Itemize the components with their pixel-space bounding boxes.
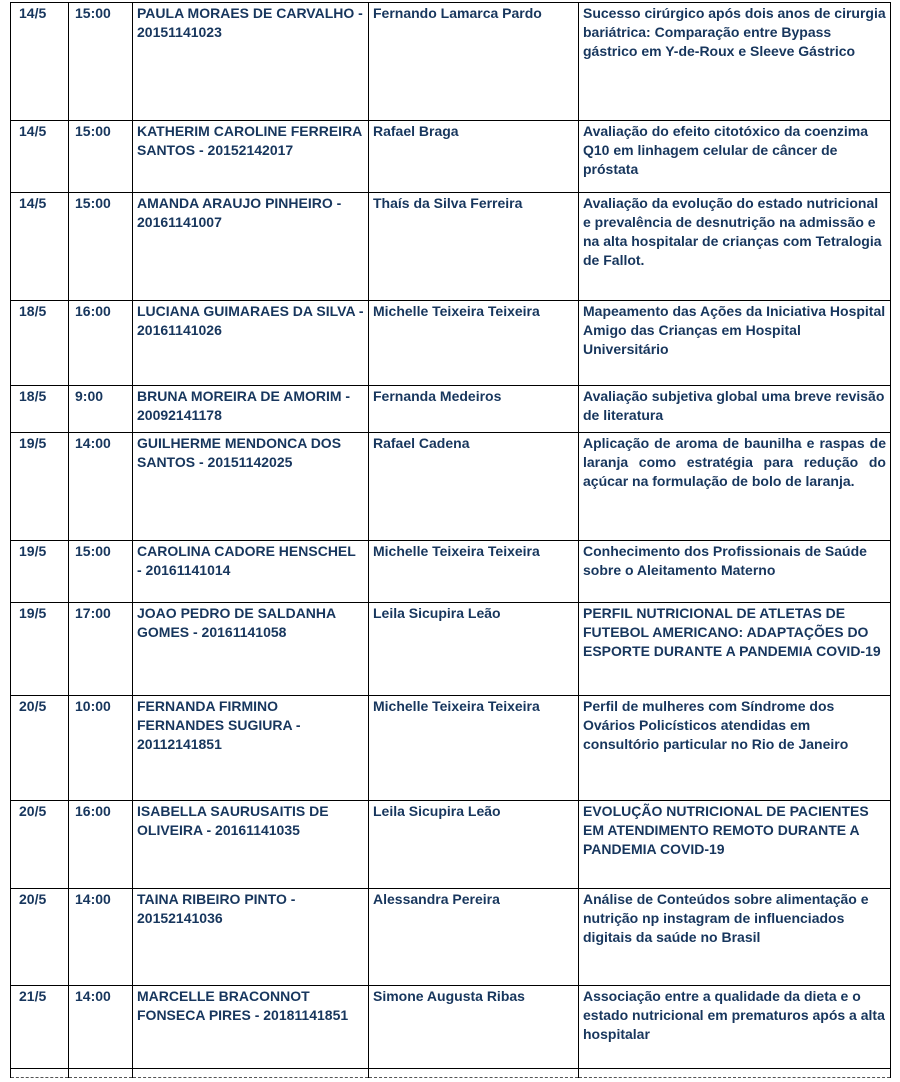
date-cell: 14/5 [11, 121, 69, 193]
time-cell: 14:00 [69, 433, 133, 541]
advisor-cell: Fernanda Medeiros [369, 386, 579, 433]
title-cell: Associação entre a qualidade da dieta e o estado nutricional em prematuros após a alta hospitalar [579, 986, 891, 1069]
student-cell: GUILHERME MENDONCA DOS SANTOS - 20151142025 [133, 433, 369, 541]
time-cell: 14:00 [69, 889, 133, 986]
table-row [11, 121, 891, 193]
advisor-cell: Rafael Cadena [369, 433, 579, 541]
table-row-empty [11, 1069, 891, 1078]
date-cell: 20/5 [11, 889, 69, 986]
title-cell: EVOLUÇÃO NUTRICIONAL DE PACIENTES EM ATENDIMENTO REMOTO DURANTE A PANDEMIA COVID-19 [579, 801, 891, 889]
table-row [11, 433, 891, 541]
advisor-cell-empty [369, 1069, 579, 1078]
date-cell: 18/5 [11, 386, 69, 433]
table-row [11, 603, 891, 696]
title-cell: Perfil de mulheres com Síndrome dos Ovários Policísticos atendidas em consultório particular no Rio de Janeiro [579, 696, 891, 801]
student-cell: JOAO PEDRO DE SALDANHA GOMES - 20161141058 [133, 603, 369, 696]
student-cell: ISABELLA SAURUSAITIS DE OLIVEIRA - 20161141035 [133, 801, 369, 889]
table-row [11, 801, 891, 889]
date-cell: 18/5 [11, 301, 69, 386]
advisor-cell: Fernando Lamarca Pardo [369, 3, 579, 121]
student-cell: CAROLINA CADORE HENSCHEL - 20161141014 [133, 541, 369, 603]
title-cell: Avaliação do efeito citotóxico da coenzima Q10 em linhagem celular de câncer de próstata [579, 121, 891, 193]
time-cell: 15:00 [69, 193, 133, 301]
title-cell: Avaliação subjetiva global uma breve revisão de literatura [579, 386, 891, 433]
student-cell: MARCELLE BRACONNOT FONSECA PIRES - 20181141851 [133, 986, 369, 1069]
date-cell: 19/5 [11, 433, 69, 541]
student-cell: PAULA MORAES DE CARVALHO - 20151141023 [133, 3, 369, 121]
date-cell: 20/5 [11, 801, 69, 889]
table-row [11, 696, 891, 801]
student-cell: TAINA RIBEIRO PINTO - 20152141036 [133, 889, 369, 986]
table-row [11, 301, 891, 386]
title-cell-empty [579, 1069, 891, 1078]
advisor-cell: Rafael Braga [369, 121, 579, 193]
title-cell: PERFIL NUTRICIONAL DE ATLETAS DE FUTEBOL AMERICANO: ADAPTAÇÕES DO ESPORTE DURANTE A PANDEMIA COVID-19 [579, 603, 891, 696]
time-cell: 15:00 [69, 3, 133, 121]
advisor-cell: Leila Sicupira Leão [369, 801, 579, 889]
time-cell: 17:00 [69, 603, 133, 696]
advisor-cell: Michelle Teixeira Teixeira [369, 696, 579, 801]
time-cell: 16:00 [69, 301, 133, 386]
date-cell: 14/5 [11, 193, 69, 301]
date-cell: 19/5 [11, 541, 69, 603]
time-cell: 15:00 [69, 121, 133, 193]
student-cell: BRUNA MOREIRA DE AMORIM - 20092141178 [133, 386, 369, 433]
advisor-cell: Leila Sicupira Leão [369, 603, 579, 696]
time-cell: 16:00 [69, 801, 133, 889]
title-cell: Aplicação de aroma de baunilha e raspas de laranja como estratégia para redução do açúcar na formulação de bolo de laranja. [579, 433, 891, 541]
date-cell: 14/5 [11, 3, 69, 121]
time-cell: 9:00 [69, 386, 133, 433]
date-cell: 19/5 [11, 603, 69, 696]
schedule-table [10, 2, 891, 1078]
table-row [11, 3, 891, 121]
date-cell-empty [11, 1069, 69, 1078]
advisor-cell: Michelle Teixeira Teixeira [369, 541, 579, 603]
title-cell: Sucesso cirúrgico após dois anos de cirurgia bariátrica: Comparação entre Bypass gástrico em Y-de-Roux e Sleeve Gástrico [579, 3, 891, 121]
table-row [11, 193, 891, 301]
table-row [11, 889, 891, 986]
date-cell: 20/5 [11, 696, 69, 801]
title-cell: Mapeamento das Ações da Iniciativa Hospital Amigo das Crianças em Hospital Universitário [579, 301, 891, 386]
date-cell: 21/5 [11, 986, 69, 1069]
table-row [11, 541, 891, 603]
title-cell: Conhecimento dos Profissionais de Saúde sobre o Aleitamento Materno [579, 541, 891, 603]
time-cell: 15:00 [69, 541, 133, 603]
time-cell: 14:00 [69, 986, 133, 1069]
advisor-cell: Alessandra Pereira [369, 889, 579, 986]
advisor-cell: Simone Augusta Ribas [369, 986, 579, 1069]
table-row [11, 986, 891, 1069]
schedule-table-body [11, 3, 891, 1078]
time-cell-empty [69, 1069, 133, 1078]
advisor-cell: Thaís da Silva Ferreira [369, 193, 579, 301]
student-cell: FERNANDA FIRMINO FERNANDES SUGIURA - 20112141851 [133, 696, 369, 801]
student-cell: KATHERIM CAROLINE FERREIRA SANTOS - 20152142017 [133, 121, 369, 193]
student-cell-empty [133, 1069, 369, 1078]
time-cell: 10:00 [69, 696, 133, 801]
title-cell: Análise de Conteúdos sobre alimentação e nutrição np instagram de influenciados digitais da saúde no Brasil [579, 889, 891, 986]
advisor-cell: Michelle Teixeira Teixeira [369, 301, 579, 386]
table-row [11, 386, 891, 433]
student-cell: AMANDA ARAUJO PINHEIRO - 20161141007 [133, 193, 369, 301]
title-cell: Avaliação da evolução do estado nutricional e prevalência de desnutrição na admissão e na alta hospitalar de crianças com Tetralogia de Fallot. [579, 193, 891, 301]
student-cell: LUCIANA GUIMARAES DA SILVA - 20161141026 [133, 301, 369, 386]
